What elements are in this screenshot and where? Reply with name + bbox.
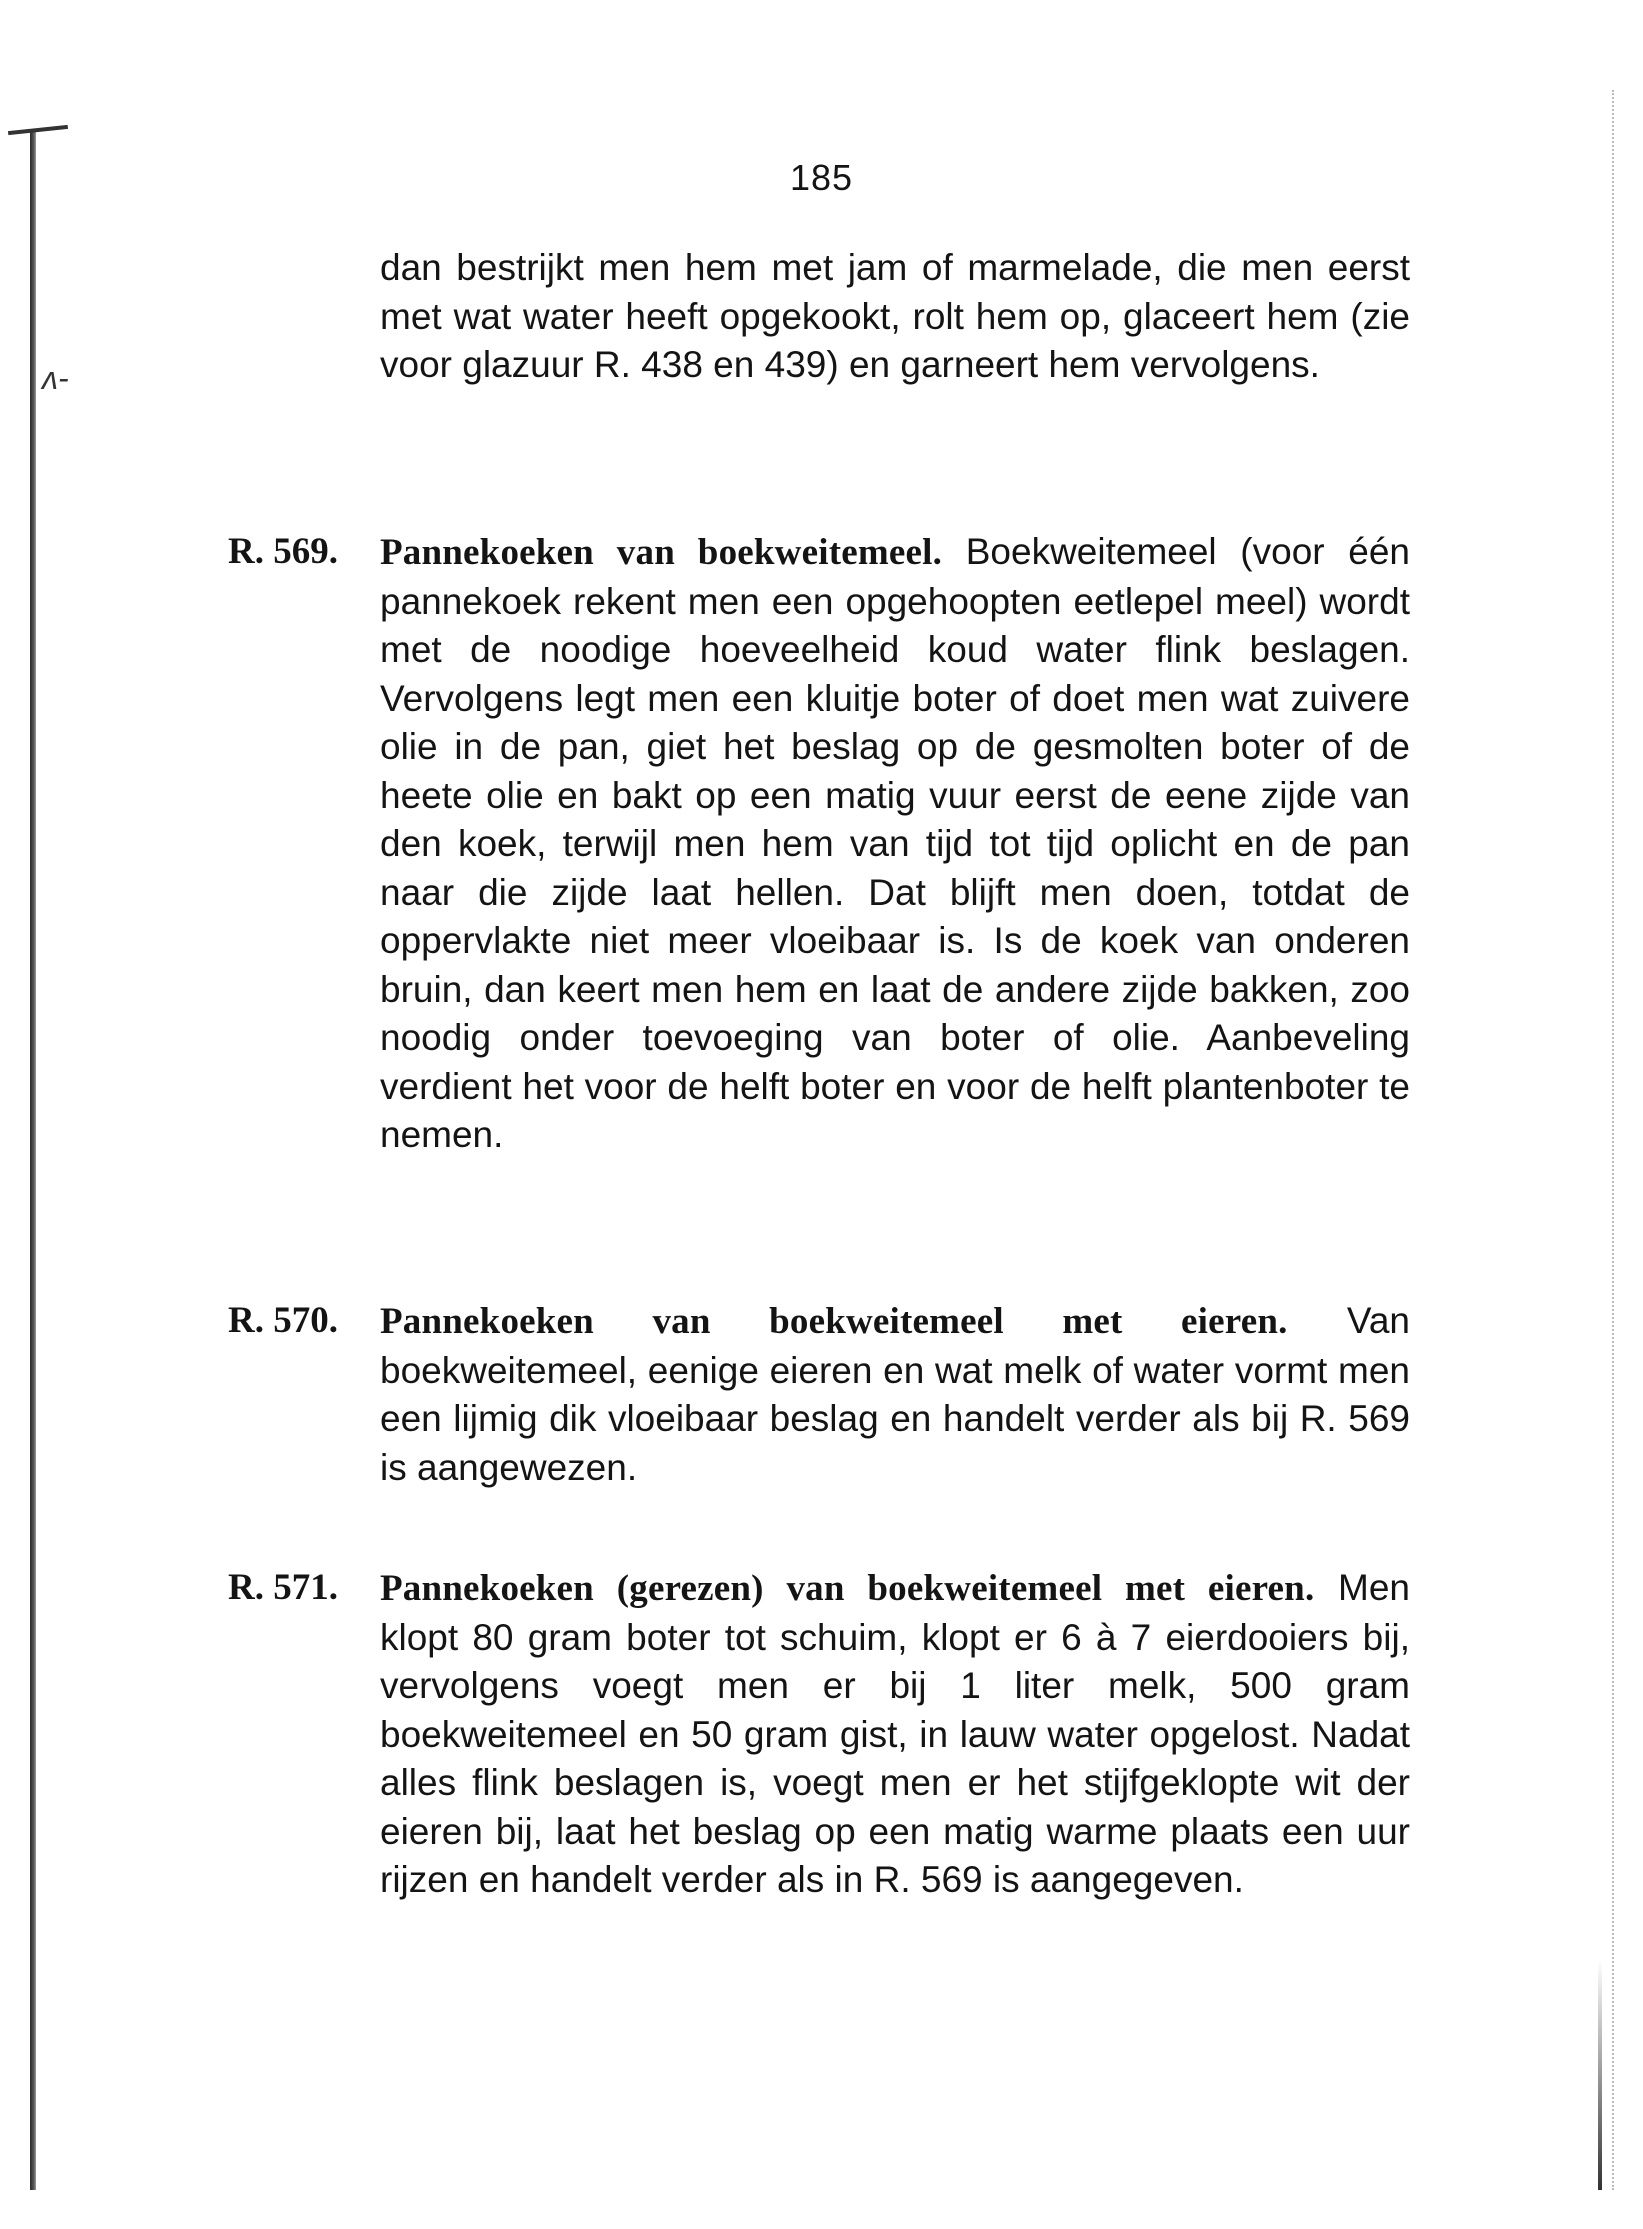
recipe-title: Pannekoeken (gerezen) van boekweitemeel met eieren.: [380, 1568, 1315, 1609]
binding-mark-top: [8, 125, 68, 135]
recipe-body: [380, 1297, 1410, 1492]
right-edge-shadow: [1598, 1960, 1602, 2190]
recipe-text: Boekweitemeel (voor één pannekoek rekent men een opgehoopten eetlepel meel) wordt met de noodige hoeveelheid koud water flink beslagen. Vervolgens legt men een kluitje boter of doet men wat zuivere olie in de pan, giet het beslag op de gesmolten boter of de heete olie en bakt op een matig vuur eerst de eene zijde van den koek, terwijl men hem van tijd tot tijd oplicht en de pan naar die zijde laat hellen. Dat blijft men doen, totdat de oppervlakte niet meer vloeibaar is. Is de koek van onderen bruin, dan keert men hem en laat de andere zijde bakken, zoo noodig onder toevoeging van boter of olie. Aanbeveling verdient het voor de helft boter en voor de helft plantenboter te nemen.: [380, 531, 1411, 1155]
binding-edge: [30, 130, 36, 2190]
recipe-number: R. 571.: [228, 1567, 338, 1608]
recipe-text: Men klopt 80 gram boter tot schuim, klopt er 6 à 7 eierdooiers bij, vervolgens voegt men er bij 1 liter melk, 500 gram boekweitemeel en 50 gram gist, in lauw water opgelost. Nadat alles flink beslagen is, voegt men er het stijfgeklopte wit der eieren bij, laat het beslag op een matig warme plaats een uur rijzen en handelt verder als in R. 569 is aangegeven.: [380, 1567, 1410, 1900]
recipe-text: Van boekweitemeel, eenige eieren en wat melk of water vormt men een lijmig dik vloeibaar beslag en handelt verder als bij R. 569 is aangewezen.: [380, 1300, 1411, 1488]
recipe-number: R. 569.: [228, 531, 338, 572]
recipe-number: R. 570.: [228, 1300, 338, 1341]
page-number: 185: [789, 157, 854, 198]
recipe-title: Pannekoeken van boekweitemeel met eieren.: [380, 1301, 1288, 1342]
right-page-edge: [1612, 90, 1616, 2190]
binding-pencil-mark: ʌ-: [42, 360, 69, 396]
recipe-body: [380, 1564, 1410, 1905]
recipe-body: [380, 528, 1410, 1160]
intro-paragraph: dan bestrijkt men hem met jam of marmelade, die men eerst met wat water heeft opgekookt, rolt hem op, glaceert hem (zie voor glazuur R. 438 en 439) en garneert hem vervolgens.: [380, 247, 1410, 385]
recipe-title: Pannekoeken van boekweitemeel.: [380, 532, 943, 573]
